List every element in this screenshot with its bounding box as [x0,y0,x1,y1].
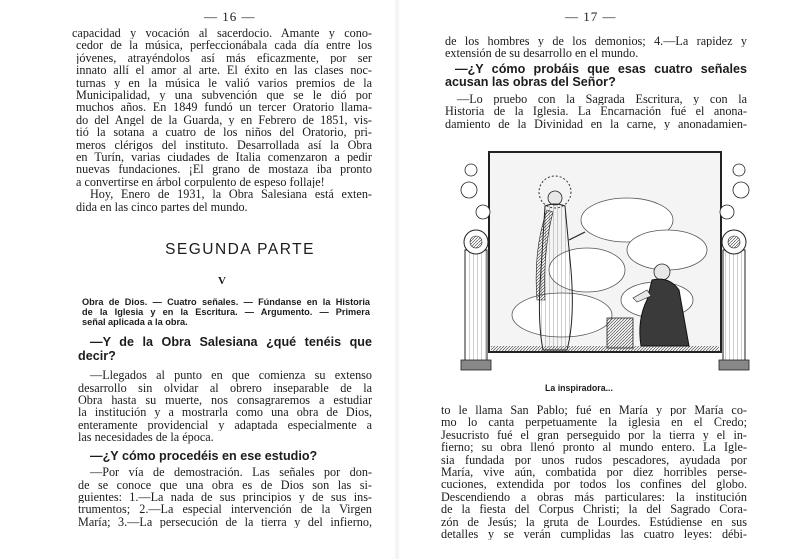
question-line: —Y de la Obra Salesiana ¿qué tenéis que [90,336,372,349]
text-line: en Turín, varias ciudades de Italia comenzaron a pedir [76,151,372,164]
text-line: trumentos; 2.—La especial intervención de la Virgen [78,503,372,516]
question-line: acusan las obras del Señor? [445,76,616,90]
right-column [719,164,749,370]
text-line: a convertirse en árbol corpulento de espeso follaje! [76,175,325,189]
text-line: detalles y se verán cumplidas las cuatro leyes: débi- [441,528,747,541]
text-line: fierno; su obra llenó pronto al mundo entero. La Igle- [441,441,747,454]
text-line: capacidad y vocación al sacerdocio. Amante y cono- [72,27,372,40]
question-heading [445,63,747,90]
text-line: Obra hasta su muerte, nos consagraremos a estudiar [78,394,372,407]
text-line: las necesidades de la época. [78,431,214,444]
text-line: Jesucristo fué el gran perseguido por la tierra y el in- [441,428,747,442]
text-line: nuevas fundaciones. ¡El grano de mostaza iba pronto [76,163,372,176]
text-line: desarrollo sin olvidar al obrero inseparable de la [78,381,372,394]
prie-dieu [607,318,633,348]
book-gutter [394,0,400,559]
text-line: jóvenes, atrayéndolos así más eficazmente, por ser [76,51,372,65]
right-top-text [445,35,747,130]
text-line: tió la sotana a cuatro de los niños del Oratorio, pri- [76,126,372,139]
page-number-right: — 17 — [565,9,617,24]
question-heading [78,450,372,464]
text-line: turnas y en la música le valió varios premios de la [76,76,372,90]
text-line: María; 3.—La persecución de la tierra y del infierno, [78,515,372,529]
text-line: —Lo pruebo con la Sagrada Escritura, y con la [457,93,747,106]
text-line: María, vive aún, combatida por diez horribles perse- [441,466,747,479]
text-line: Municipalidad, y una subvención que se le dió por [76,89,372,102]
text-line: cuciones, extendida por todos los confines del globo. [441,478,747,491]
text-line: de se conoce que una obra es de Dios son las si- [78,478,372,492]
chapter-number: V [218,275,226,287]
chapter-summary [82,297,370,327]
text-line: de la fiesta del Corpus Christi; la del Sagrado Cora- [441,503,747,516]
right-page [397,0,794,559]
intro-paragraph [72,27,372,214]
illustration-caption: La inspiradora... [545,383,613,393]
text-line: Historia de la Iglesia. La Encarnación fué el anona- [445,105,747,118]
text-line: zón de Jesús; la gruta de Lourdes. Estúdiense en sus [441,515,747,529]
text-line: do del Angel de la Guarda, y en Febrero de 1851, vis- [76,113,372,127]
ground [491,346,719,351]
text-line: innato allí el amor al arte. El éxito en las clases noc- [76,64,372,77]
text-line: la institución y a mostrarla como una obra de Dios, [78,406,372,419]
page-number-left: — 16 — [204,9,256,24]
right-bottom-text [441,404,747,540]
question-heading [78,336,372,363]
text-line: —Por vía de demostración. Las señales por don- [90,466,372,479]
text-line: sia fundada por unos rudos pescadores, ayudada por [441,453,747,467]
summary-line: de la Iglesia y en la Escritura. — Argumento. — Primera [82,307,370,317]
text-line: meros clérigos del instituto. Desarrollada así la Obra [76,138,372,152]
text-line: guientes: 1.—La nada de sus principios y de sus ins- [78,491,372,504]
left-column [461,164,491,370]
section-title: SEGUNDA PARTE [165,241,315,258]
text-line: —Llegados al punto en que comienza su extenso [90,369,372,382]
text-line: Hoy, Enero de 1931, la Obra Salesiana está exten- [90,188,372,201]
question-answer-block [78,336,372,528]
text-line: Descendiendo a obras más particulares: la institución [441,490,747,504]
text-line: de los hombres y de los demonios; 4.—La rapidez y [445,35,747,48]
text-line: enteramente providencial y adaptada especialmente a [78,418,372,432]
text-line: extensión de su desarrollo en el mundo. [445,47,639,60]
question-line: —¿Y cómo procedéis en ese estudio? [90,449,318,463]
text-line: cedor de la música, perfeccionábala cada día entre los [76,39,372,52]
text-line: damiento de la Divinidad en la carne, y anonadamien- [445,117,747,131]
engraving-illustration [457,150,753,378]
text-line: to le llama San Pablo; fué en María y por María co- [441,404,747,417]
question-line: decir? [78,349,116,363]
summary-line: señal aplicada a la obra. [82,317,188,327]
text-line: muchos años. En 1849 fundó un tercer Oratorio llama- [76,101,372,114]
question-line: —¿Y cómo probáis que esas cuatro señales [455,62,747,76]
text-line: dida en las cinco partes del mundo. [76,200,248,214]
summary-line: Obra de Dios. — Cuatro señales. — Fúndanse en la Historia [82,297,370,307]
text-line: mo lo canta perpetuamente la iglesia en el Credo; [441,416,747,429]
